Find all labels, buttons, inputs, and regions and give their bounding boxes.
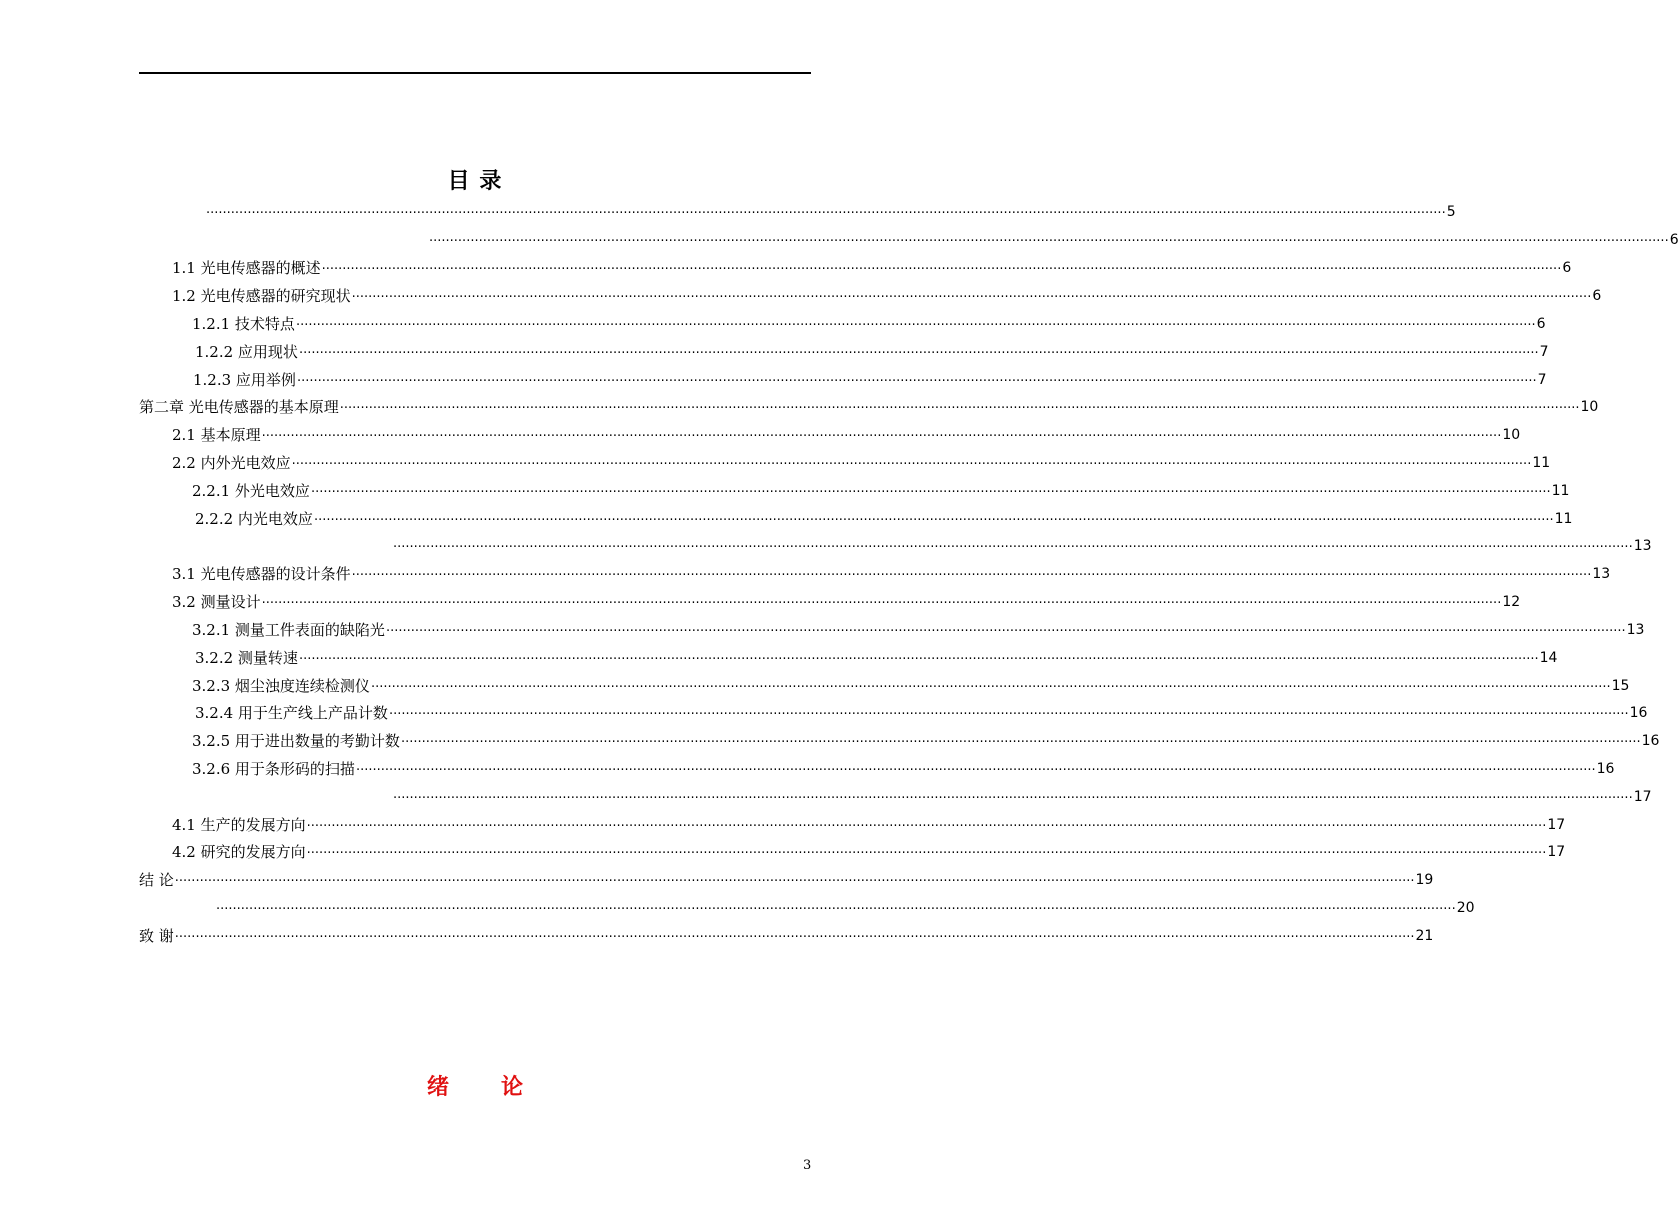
toc-entry-page: 11 bbox=[1551, 483, 1570, 499]
toc-entry-page: 13 bbox=[1592, 566, 1611, 582]
toc-leader-dots: ............................................................................................................................................................................................................................................................................................................ bbox=[298, 648, 1539, 663]
toc-entry-label: 3.2.4 用于生产线上产品计数 bbox=[195, 704, 388, 722]
toc-entry[interactable] bbox=[172, 839, 1566, 861]
toc-entry[interactable] bbox=[172, 561, 1611, 583]
toc-entry[interactable] bbox=[195, 506, 1573, 528]
toc-leader-dots: ............................................................................................................................................................................................................................................................................................................ bbox=[261, 592, 1502, 607]
toc-entry-page: 5 bbox=[1446, 204, 1456, 220]
toc-entry-page: 6 bbox=[1562, 260, 1572, 276]
toc-entry[interactable] bbox=[195, 339, 1549, 361]
toc-entry-label: 3.2.6 用于条形码的扫描 bbox=[192, 760, 355, 778]
toc-entry-label: 4.2 研究的发展方向 bbox=[172, 843, 306, 861]
toc-entry-label: 4.1 生产的发展方向 bbox=[172, 816, 306, 834]
toc-entry-label: 1.2.1 技术特点 bbox=[192, 315, 295, 333]
toc-leader-dots: ............................................................................................................................................................................................................................................................................................................ bbox=[385, 620, 1626, 635]
toc-entry-label: 3.2 测量设计 bbox=[172, 593, 261, 611]
toc-entry-page: 11 bbox=[1532, 455, 1551, 471]
toc-entry-label: 2.2.2 内光电效应 bbox=[195, 510, 313, 528]
toc-entry[interactable] bbox=[192, 311, 1546, 333]
toc-entry[interactable] bbox=[215, 895, 1475, 917]
toc-leader-dots: ............................................................................................................................................................................................................................................................................................................ bbox=[310, 481, 1551, 496]
toc-entry[interactable] bbox=[428, 227, 1679, 249]
toc-entry-page: 20 bbox=[1456, 900, 1475, 916]
toc-entry-label: 1.1 光电传感器的概述 bbox=[172, 259, 321, 277]
toc-entry[interactable] bbox=[139, 923, 1434, 945]
toc-entry-label: 1.2.3 应用举例 bbox=[193, 371, 296, 389]
toc-entry-label: 2.2 内外光电效应 bbox=[172, 454, 291, 472]
toc-entry[interactable] bbox=[172, 589, 1521, 611]
toc-leader-dots: ............................................................................................................................................................................................................................................................................................................ bbox=[393, 787, 1633, 802]
toc-leader-dots: ............................................................................................................................................................................................................................................................................................................ bbox=[339, 397, 1580, 412]
toc-entry-page: 6 bbox=[1592, 288, 1602, 304]
toc-leader-dots: ............................................................................................................................................................................................................................................................................................................ bbox=[321, 258, 1562, 273]
toc-entry-label: 2.1 基本原理 bbox=[172, 426, 261, 444]
toc-entry-page: 10 bbox=[1580, 399, 1599, 415]
toc-entry[interactable] bbox=[172, 450, 1551, 472]
toc-entry[interactable] bbox=[392, 533, 1652, 555]
toc-entry-page: 12 bbox=[1502, 594, 1521, 610]
toc-entry-page: 10 bbox=[1502, 427, 1521, 443]
toc-entry[interactable] bbox=[205, 199, 1456, 221]
toc-leader-dots: ............................................................................................................................................................................................................................................................................................................ bbox=[298, 342, 1539, 357]
toc-entry[interactable] bbox=[192, 728, 1660, 750]
toc-entry-label: 1.2 光电传感器的研究现状 bbox=[172, 287, 351, 305]
toc-entry-page: 11 bbox=[1554, 511, 1573, 527]
toc-leader-dots: ............................................................................................................................................................................................................................................................................................................ bbox=[351, 286, 1592, 301]
toc-entry-page: 16 bbox=[1629, 705, 1648, 721]
toc-entry[interactable] bbox=[172, 255, 1572, 277]
toc-entry[interactable] bbox=[195, 700, 1648, 722]
toc-leader-dots: ............................................................................................................................................................................................................................................................................................................ bbox=[400, 731, 1641, 746]
toc-title: 目 录 bbox=[447, 169, 503, 194]
toc-entry-label: 3.2.2 测量转速 bbox=[195, 649, 298, 667]
toc-entry[interactable] bbox=[192, 673, 1630, 695]
toc-entry-label: 3.2.1 测量工件表面的缺陷光 bbox=[192, 621, 385, 639]
toc-leader-dots: ............................................................................................................................................................................................................................................................................................................ bbox=[306, 842, 1547, 857]
toc-leader-dots: ............................................................................................................................................................................................................................................................................................................ bbox=[174, 870, 1415, 885]
toc-leader-dots: ............................................................................................................................................................................................................................................................................................................ bbox=[388, 703, 1629, 718]
toc-entry-label: 3.2.3 烟尘浊度连续检测仪 bbox=[192, 677, 370, 695]
toc-leader-dots: ............................................................................................................................................................................................................................................................................................................ bbox=[429, 230, 1669, 245]
toc-leader-dots: ............................................................................................................................................................................................................................................................................................................ bbox=[351, 564, 1592, 579]
toc-entry-label: 3.1 光电传感器的设计条件 bbox=[172, 565, 351, 583]
toc-entry[interactable] bbox=[172, 283, 1602, 305]
toc-entry-page: 6 bbox=[1669, 232, 1679, 248]
section-heading-char-1: 绪 bbox=[426, 1075, 449, 1100]
toc-entry-page: 21 bbox=[1415, 928, 1434, 944]
toc-leader-dots: ............................................................................................................................................................................................................................................................................................................ bbox=[291, 453, 1532, 468]
toc-leader-dots: ............................................................................................................................................................................................................................................................................................................ bbox=[393, 536, 1633, 551]
toc-entry-label: 结 论 bbox=[139, 871, 174, 889]
toc-entry-page: 17 bbox=[1547, 817, 1566, 833]
toc-entry-page: 14 bbox=[1539, 650, 1558, 666]
toc-leader-dots: ............................................................................................................................................................................................................................................................................................................ bbox=[296, 370, 1537, 385]
section-heading-char-2: 论 bbox=[501, 1075, 524, 1100]
toc-entry[interactable] bbox=[172, 422, 1521, 444]
toc-entry[interactable] bbox=[195, 645, 1558, 667]
toc-leader-dots: ............................................................................................................................................................................................................................................................................................................ bbox=[370, 676, 1611, 691]
toc-leader-dots: ............................................................................................................................................................................................................................................................................................................ bbox=[306, 815, 1547, 830]
toc-entry-page: 13 bbox=[1626, 622, 1645, 638]
section-heading bbox=[0, 1070, 950, 1101]
toc-leader-dots: ............................................................................................................................................................................................................................................................................................................ bbox=[174, 926, 1415, 941]
toc-entry[interactable] bbox=[172, 812, 1566, 834]
toc-entry-label: 2.2.1 外光电效应 bbox=[192, 482, 310, 500]
toc-entry-page: 15 bbox=[1611, 678, 1630, 694]
toc-entry-label: 第二章 光电传感器的基本原理 bbox=[139, 398, 339, 416]
toc-leader-dots: ............................................................................................................................................................................................................................................................................................................ bbox=[206, 202, 1446, 217]
toc-leader-dots: ............................................................................................................................................................................................................................................................................................................ bbox=[313, 509, 1554, 524]
toc-entry[interactable] bbox=[139, 867, 1434, 889]
toc-entry[interactable] bbox=[192, 617, 1645, 639]
toc-leader-dots: ............................................................................................................................................................................................................................................................................................................ bbox=[261, 425, 1502, 440]
toc-leader-dots: ............................................................................................................................................................................................................................................................................................................ bbox=[355, 759, 1596, 774]
toc-entry-label: 致 谢 bbox=[139, 927, 174, 945]
toc-entry[interactable] bbox=[392, 784, 1652, 806]
toc-entry-page: 6 bbox=[1536, 316, 1546, 332]
toc-entry-page: 17 bbox=[1633, 789, 1652, 805]
toc-entry-page: 19 bbox=[1415, 872, 1434, 888]
toc-entry[interactable] bbox=[192, 478, 1570, 500]
toc-entry-page: 16 bbox=[1596, 761, 1615, 777]
toc-entry[interactable] bbox=[192, 756, 1615, 778]
toc-entry-label: 3.2.5 用于进出数量的考勤计数 bbox=[192, 732, 400, 750]
toc-entry-page: 17 bbox=[1547, 844, 1566, 860]
toc-entry-page: 13 bbox=[1633, 538, 1652, 554]
toc-entry-label: 1.2.2 应用现状 bbox=[195, 343, 298, 361]
toc-entry[interactable] bbox=[193, 367, 1547, 389]
toc-leader-dots: ............................................................................................................................................................................................................................................................................................................ bbox=[216, 898, 1456, 913]
toc-leader-dots: ............................................................................................................................................................................................................................................................................................................ bbox=[295, 314, 1536, 329]
page-number: 3 bbox=[803, 1158, 812, 1173]
toc-entry-page: 7 bbox=[1537, 372, 1547, 388]
toc-entry-page: 7 bbox=[1539, 344, 1549, 360]
toc-entry-page: 16 bbox=[1641, 733, 1660, 749]
header-rule bbox=[139, 72, 811, 74]
toc-entry[interactable] bbox=[139, 394, 1599, 416]
